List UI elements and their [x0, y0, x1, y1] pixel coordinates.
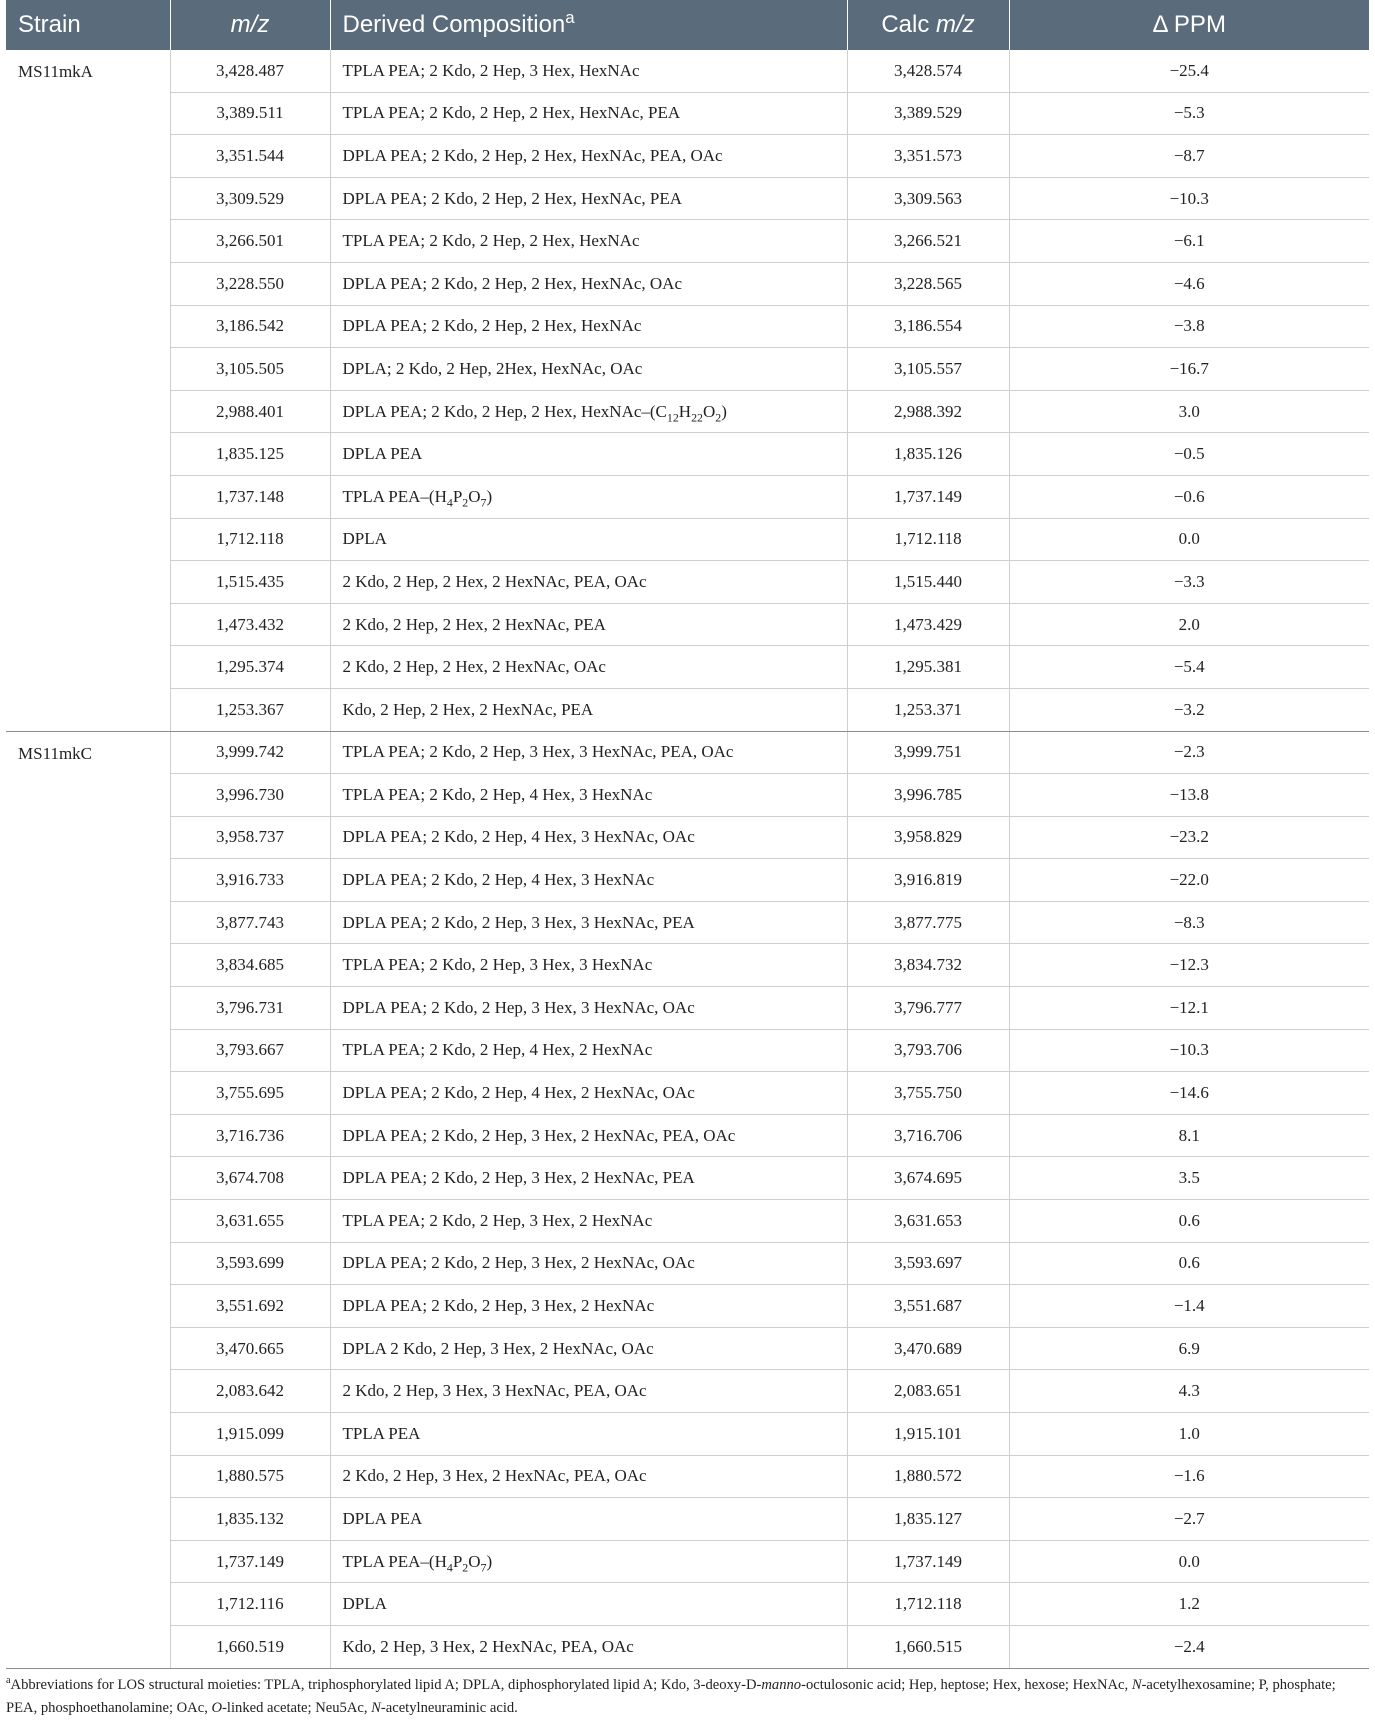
composition-cell: DPLA PEA; 2 Kdo, 2 Hep, 3 Hex, 3 HexNAc, OAc: [330, 987, 847, 1030]
delta-ppm-cell: −23.2: [1009, 816, 1369, 859]
delta-ppm-cell: −14.6: [1009, 1072, 1369, 1115]
table-row: [6, 50, 1369, 92]
mz-cell: 1,737.148: [170, 475, 330, 518]
table-row: [6, 1285, 1369, 1328]
table-row: [6, 1114, 1369, 1157]
table-row: [6, 987, 1369, 1030]
calc-mz-cell: 3,796.777: [847, 987, 1009, 1030]
composition-cell: DPLA PEA; 2 Kdo, 2 Hep, 2 Hex, HexNAc, OAc: [330, 262, 847, 305]
composition-cell: DPLA PEA: [330, 433, 847, 476]
table-row: [6, 646, 1369, 689]
table-row: [6, 1455, 1369, 1498]
composition-cell: TPLA PEA; 2 Kdo, 2 Hep, 3 Hex, 3 HexNAc: [330, 944, 847, 987]
delta-ppm-cell: −4.6: [1009, 262, 1369, 305]
table-row: [6, 1200, 1369, 1243]
table-body: [6, 50, 1369, 1668]
mz-cell: 3,631.655: [170, 1200, 330, 1243]
calc-mz-cell: 3,999.751: [847, 731, 1009, 774]
table-row: [6, 475, 1369, 518]
mz-cell: 3,916.733: [170, 859, 330, 902]
table-header-row: [6, 0, 1369, 50]
table-row: [6, 901, 1369, 944]
mz-cell: 1,712.118: [170, 518, 330, 561]
calc-mz-cell: 3,351.573: [847, 135, 1009, 178]
delta-ppm-cell: −12.1: [1009, 987, 1369, 1030]
table-row: [6, 816, 1369, 859]
composition-cell: TPLA PEA; 2 Kdo, 2 Hep, 3 Hex, 3 HexNAc, PEA, OAc: [330, 731, 847, 774]
delta-ppm-cell: 0.6: [1009, 1200, 1369, 1243]
table-row: [6, 433, 1369, 476]
composition-cell: DPLA: [330, 518, 847, 561]
calc-mz-cell: 2,988.392: [847, 390, 1009, 433]
mz-cell: 3,593.699: [170, 1242, 330, 1285]
table-row: [6, 1583, 1369, 1626]
footnote-marker: a: [6, 1675, 11, 1687]
calc-mz-cell: 1,712.118: [847, 518, 1009, 561]
table-row: [6, 305, 1369, 348]
footnote-text: Abbreviations for LOS structural moieties: TPLA, triphosphorylated lipid A; DPLA, diphosphorylated lipid A; Kdo, 3-deoxy-D-manno-octulosonic acid; Hep, heptose; Hex, hexose; HexNAc, N-acetylhexosamine; P, phosphate; PEA, phosphoethanolamine; OAc, O-linked acetate; Neu5Ac, N-acetylneuraminic acid.: [6, 1677, 1336, 1716]
mz-cell: 3,470.665: [170, 1327, 330, 1370]
mz-cell: 1,737.149: [170, 1540, 330, 1583]
calc-mz-cell: 1,737.149: [847, 475, 1009, 518]
composition-cell: DPLA PEA; 2 Kdo, 2 Hep, 3 Hex, 2 HexNAc, PEA: [330, 1157, 847, 1200]
delta-ppm-cell: −2.3: [1009, 731, 1369, 774]
composition-cell: DPLA: [330, 1583, 847, 1626]
table-row: [6, 177, 1369, 220]
calc-mz-cell: 1,712.118: [847, 1583, 1009, 1626]
header-calc-mz: [847, 0, 1009, 50]
table-row: [6, 518, 1369, 561]
composition-cell: DPLA PEA; 2 Kdo, 2 Hep, 3 Hex, 3 HexNAc, PEA: [330, 901, 847, 944]
table-row: [6, 220, 1369, 263]
calc-mz-cell: 1,253.371: [847, 688, 1009, 731]
header-strain: Strain: [6, 0, 170, 50]
mz-cell: 1,253.367: [170, 688, 330, 731]
mz-cell: 3,389.511: [170, 92, 330, 135]
mz-cell: 3,999.742: [170, 731, 330, 774]
los-composition-table: [6, 0, 1369, 1669]
composition-cell: DPLA PEA; 2 Kdo, 2 Hep, 3 Hex, 2 HexNAc, PEA, OAc: [330, 1114, 847, 1157]
composition-cell: DPLA PEA; 2 Kdo, 2 Hep, 2 Hex, HexNAc–$(C_{12}H_{22}O_2)$: [330, 390, 847, 433]
mz-cell: 1,835.132: [170, 1498, 330, 1541]
table-row: [6, 1242, 1369, 1285]
mz-cell: 3,877.743: [170, 901, 330, 944]
header-mz-text: m/z: [230, 11, 270, 38]
calc-mz-cell: 1,473.429: [847, 603, 1009, 646]
delta-ppm-cell: 3.5: [1009, 1157, 1369, 1200]
table-row: [6, 1327, 1369, 1370]
mz-cell: 1,295.374: [170, 646, 330, 689]
calc-mz-cell: 3,266.521: [847, 220, 1009, 263]
calc-mz-cell: 3,186.554: [847, 305, 1009, 348]
mz-cell: 3,351.544: [170, 135, 330, 178]
calc-mz-cell: 1,515.440: [847, 561, 1009, 604]
composition-cell: Kdo, 2 Hep, 2 Hex, 2 HexNAc, PEA: [330, 688, 847, 731]
composition-cell: TPLA PEA–$(H_4P_2O_7)$: [330, 1540, 847, 1583]
delta-ppm-cell: 4.3: [1009, 1370, 1369, 1413]
composition-cell: DPLA PEA; 2 Kdo, 2 Hep, 2 Hex, HexNAc, PEA: [330, 177, 847, 220]
delta-ppm-cell: −8.3: [1009, 901, 1369, 944]
calc-mz-cell: 3,834.732: [847, 944, 1009, 987]
delta-ppm-cell: 3.0: [1009, 390, 1369, 433]
calc-mz-cell: 3,716.706: [847, 1114, 1009, 1157]
calc-mz-cell: 1,835.126: [847, 433, 1009, 476]
delta-ppm-cell: −10.3: [1009, 177, 1369, 220]
calc-mz-cell: 3,877.775: [847, 901, 1009, 944]
calc-mz-cell: 3,551.687: [847, 1285, 1009, 1328]
calc-mz-cell: 3,105.557: [847, 348, 1009, 391]
composition-cell: TPLA PEA: [330, 1413, 847, 1456]
composition-cell: TPLA PEA; 2 Kdo, 2 Hep, 4 Hex, 3 HexNAc: [330, 774, 847, 817]
delta-ppm-cell: −13.8: [1009, 774, 1369, 817]
composition-cell: DPLA; 2 Kdo, 2 Hep, 2Hex, HexNAc, OAc: [330, 348, 847, 391]
calc-mz-cell: 1,295.381: [847, 646, 1009, 689]
header-composition-text: Derived Composition: [342, 11, 566, 38]
mz-cell: 1,712.116: [170, 1583, 330, 1626]
mz-cell: 3,105.505: [170, 348, 330, 391]
calc-mz-cell: 3,755.750: [847, 1072, 1009, 1115]
composition-cell: DPLA PEA; 2 Kdo, 2 Hep, 4 Hex, 3 HexNAc, OAc: [330, 816, 847, 859]
mz-cell: 3,796.731: [170, 987, 330, 1030]
composition-cell: DPLA PEA; 2 Kdo, 2 Hep, 4 Hex, 2 HexNAc, OAc: [330, 1072, 847, 1115]
delta-ppm-cell: −16.7: [1009, 348, 1369, 391]
calc-mz-cell: 3,996.785: [847, 774, 1009, 817]
delta-ppm-cell: 6.9: [1009, 1327, 1369, 1370]
delta-ppm-cell: 0.6: [1009, 1242, 1369, 1285]
table-row: [6, 1370, 1369, 1413]
mz-cell: 3,834.685: [170, 944, 330, 987]
composition-cell: 2 Kdo, 2 Hep, 2 Hex, 2 HexNAc, PEA, OAc: [330, 561, 847, 604]
strain-cell: MS11mkC: [6, 731, 170, 1668]
mz-cell: 1,915.099: [170, 1413, 330, 1456]
delta-ppm-cell: −25.4: [1009, 50, 1369, 92]
composition-cell: TPLA PEA–$(H_4P_2O_7)$: [330, 475, 847, 518]
composition-cell: DPLA PEA: [330, 1498, 847, 1541]
calc-mz-cell: 3,958.829: [847, 816, 1009, 859]
delta-ppm-cell: −3.3: [1009, 561, 1369, 604]
delta-ppm-cell: −10.3: [1009, 1029, 1369, 1072]
table-row: [6, 774, 1369, 817]
calc-mz-cell: 3,428.574: [847, 50, 1009, 92]
composition-cell: 2 Kdo, 2 Hep, 2 Hex, 2 HexNAc, OAc: [330, 646, 847, 689]
strain-cell: MS11mkA: [6, 50, 170, 731]
table-footnote: [6, 1674, 1369, 1720]
table-row: [6, 92, 1369, 135]
delta-ppm-cell: −0.5: [1009, 433, 1369, 476]
table-row: [6, 135, 1369, 178]
mz-cell: 3,551.692: [170, 1285, 330, 1328]
composition-cell: DPLA PEA; 2 Kdo, 2 Hep, 2 Hex, HexNAc: [330, 305, 847, 348]
delta-ppm-cell: 2.0: [1009, 603, 1369, 646]
table-row: [6, 944, 1369, 987]
composition-cell: DPLA PEA; 2 Kdo, 2 Hep, 4 Hex, 3 HexNAc: [330, 859, 847, 902]
table-row: [6, 603, 1369, 646]
composition-cell: TPLA PEA; 2 Kdo, 2 Hep, 2 Hex, HexNAc: [330, 220, 847, 263]
delta-ppm-cell: −22.0: [1009, 859, 1369, 902]
calc-mz-cell: 3,631.653: [847, 1200, 1009, 1243]
header-composition: [330, 0, 847, 50]
composition-cell: 2 Kdo, 2 Hep, 2 Hex, 2 HexNAc, PEA: [330, 603, 847, 646]
delta-ppm-cell: −3.2: [1009, 688, 1369, 731]
table-row: [6, 1413, 1369, 1456]
mz-cell: 3,266.501: [170, 220, 330, 263]
composition-cell: DPLA PEA; 2 Kdo, 2 Hep, 3 Hex, 2 HexNAc, OAc: [330, 1242, 847, 1285]
composition-cell: TPLA PEA; 2 Kdo, 2 Hep, 4 Hex, 2 HexNAc: [330, 1029, 847, 1072]
table-row: [6, 1625, 1369, 1668]
calc-mz-cell: 2,083.651: [847, 1370, 1009, 1413]
table-row: [6, 1157, 1369, 1200]
calc-mz-cell: 3,674.695: [847, 1157, 1009, 1200]
mz-cell: 3,716.736: [170, 1114, 330, 1157]
mz-cell: 1,515.435: [170, 561, 330, 604]
delta-ppm-cell: −2.7: [1009, 1498, 1369, 1541]
mz-cell: 1,880.575: [170, 1455, 330, 1498]
delta-ppm-cell: −0.6: [1009, 475, 1369, 518]
calc-mz-cell: 1,915.101: [847, 1413, 1009, 1456]
composition-cell: DPLA PEA; 2 Kdo, 2 Hep, 2 Hex, HexNAc, PEA, OAc: [330, 135, 847, 178]
table-row: [6, 731, 1369, 774]
mz-cell: 3,755.695: [170, 1072, 330, 1115]
header-delta-ppm: Δ PPM: [1009, 0, 1369, 50]
delta-ppm-cell: 1.2: [1009, 1583, 1369, 1626]
header-mz: [170, 0, 330, 50]
mz-cell: 3,793.667: [170, 1029, 330, 1072]
composition-cell: TPLA PEA; 2 Kdo, 2 Hep, 3 Hex, HexNAc: [330, 50, 847, 92]
composition-cell: Kdo, 2 Hep, 3 Hex, 2 HexNAc, PEA, OAc: [330, 1625, 847, 1668]
composition-cell: TPLA PEA; 2 Kdo, 2 Hep, 3 Hex, 2 HexNAc: [330, 1200, 847, 1243]
mz-cell: 3,228.550: [170, 262, 330, 305]
composition-cell: DPLA 2 Kdo, 2 Hep, 3 Hex, 2 HexNAc, OAc: [330, 1327, 847, 1370]
delta-ppm-cell: −1.4: [1009, 1285, 1369, 1328]
mz-cell: 3,674.708: [170, 1157, 330, 1200]
header-calc-italic: m/z: [936, 11, 975, 38]
delta-ppm-cell: −5.3: [1009, 92, 1369, 135]
mz-cell: 3,309.529: [170, 177, 330, 220]
header-calc-prefix: Calc: [881, 11, 936, 38]
header-composition-note: a: [565, 8, 575, 27]
delta-ppm-cell: −12.3: [1009, 944, 1369, 987]
table-row: [6, 1540, 1369, 1583]
mz-cell: 3,428.487: [170, 50, 330, 92]
calc-mz-cell: 1,660.515: [847, 1625, 1009, 1668]
composition-cell: 2 Kdo, 2 Hep, 3 Hex, 2 HexNAc, PEA, OAc: [330, 1455, 847, 1498]
mz-cell: 3,186.542: [170, 305, 330, 348]
table-row: [6, 262, 1369, 305]
calc-mz-cell: 1,835.127: [847, 1498, 1009, 1541]
calc-mz-cell: 3,793.706: [847, 1029, 1009, 1072]
delta-ppm-cell: −8.7: [1009, 135, 1369, 178]
calc-mz-cell: 3,389.529: [847, 92, 1009, 135]
delta-ppm-cell: −3.8: [1009, 305, 1369, 348]
delta-ppm-cell: −1.6: [1009, 1455, 1369, 1498]
delta-ppm-cell: 1.0: [1009, 1413, 1369, 1456]
composition-cell: DPLA PEA; 2 Kdo, 2 Hep, 3 Hex, 2 HexNAc: [330, 1285, 847, 1328]
calc-mz-cell: 3,228.565: [847, 262, 1009, 305]
table-row: [6, 561, 1369, 604]
calc-mz-cell: 3,593.697: [847, 1242, 1009, 1285]
table-row: [6, 1498, 1369, 1541]
calc-mz-cell: 3,309.563: [847, 177, 1009, 220]
table-row: [6, 390, 1369, 433]
calc-mz-cell: 1,880.572: [847, 1455, 1009, 1498]
calc-mz-cell: 3,470.689: [847, 1327, 1009, 1370]
mz-cell: 1,835.125: [170, 433, 330, 476]
delta-ppm-cell: 0.0: [1009, 1540, 1369, 1583]
table-row: [6, 1072, 1369, 1115]
delta-ppm-cell: −6.1: [1009, 220, 1369, 263]
calc-mz-cell: 3,916.819: [847, 859, 1009, 902]
mz-cell: 3,996.730: [170, 774, 330, 817]
table-row: [6, 688, 1369, 731]
composition-cell: 2 Kdo, 2 Hep, 3 Hex, 3 HexNAc, PEA, OAc: [330, 1370, 847, 1413]
delta-ppm-cell: 8.1: [1009, 1114, 1369, 1157]
table-row: [6, 1029, 1369, 1072]
mz-cell: 1,660.519: [170, 1625, 330, 1668]
mz-cell: 2,083.642: [170, 1370, 330, 1413]
mz-cell: 3,958.737: [170, 816, 330, 859]
mz-cell: 2,988.401: [170, 390, 330, 433]
table-row: [6, 859, 1369, 902]
calc-mz-cell: 1,737.149: [847, 1540, 1009, 1583]
table-row: [6, 348, 1369, 391]
delta-ppm-cell: −5.4: [1009, 646, 1369, 689]
delta-ppm-cell: −2.4: [1009, 1625, 1369, 1668]
mz-cell: 1,473.432: [170, 603, 330, 646]
composition-cell: TPLA PEA; 2 Kdo, 2 Hep, 2 Hex, HexNAc, PEA: [330, 92, 847, 135]
delta-ppm-cell: 0.0: [1009, 518, 1369, 561]
